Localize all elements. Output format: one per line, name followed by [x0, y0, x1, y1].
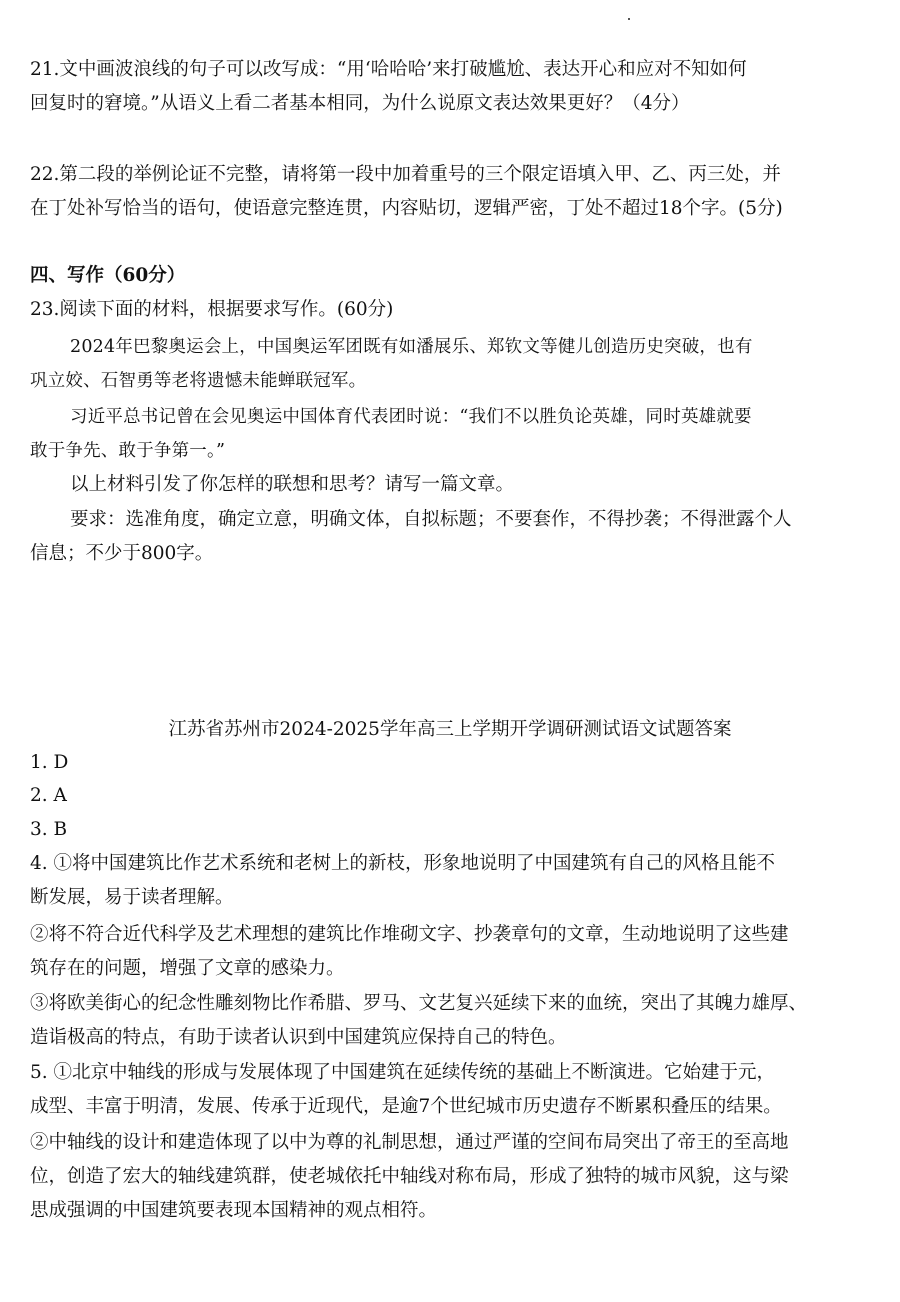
answer-3: 3. B — [30, 819, 68, 840]
material-paragraph-1-line-2: 巩立姣、石智勇等老将遗憾未能蝉联冠军。 — [30, 371, 367, 391]
question-21-line-1: 21.文中画波浪线的句子可以改写成：“用‘哈哈哈’来打破尴尬、表达开心和应对不知如何 — [30, 59, 747, 80]
answers-title: 江苏省苏州市2024-2025学年高三上学期开学调研测试语文试题答案 — [168, 719, 732, 740]
writing-prompt: 以上材料引发了你怎样的联想和思考？请写一篇文章。 — [70, 474, 515, 495]
question-21-line-2: 回复时的窘境。”从语义上看二者基本相同，为什么说原文表达效果更好？（4分） — [30, 93, 690, 114]
question-23-title: 23.阅读下面的材料，根据要求写作。(60分) — [30, 299, 394, 320]
question-22-line-2: 在丁处补写恰当的语句，使语意完整连贯，内容贴切，逻辑严密，丁处不超过18个字。(5分) — [30, 198, 783, 219]
scan-speck — [628, 18, 630, 20]
answer-4-line-4: 筑存在的问题，增强了文章的感染力。 — [30, 958, 345, 979]
answer-4-line-1: 4. ①将中国建筑比作艺术系统和老树上的新枝，形象地说明了中国建筑有自己的风格且能不 — [30, 853, 776, 874]
requirements-line-1: 要求：选准角度，确定立意，明确文体，自拟标题；不要套作，不得抄袭；不得泄露个人 — [70, 509, 792, 530]
answer-5-line-4: 位，创造了宏大的轴线建筑群，使老城依托中轴线对称布局，形成了独特的城市风貌，这与梁 — [30, 1166, 789, 1187]
answer-4-line-3: ②将不符合近代科学及艺术理想的建筑比作堆砌文字、抄袭章句的文章，生动地说明了这些建 — [30, 924, 789, 945]
answer-5-line-2: 成型、丰富于明清，发展、传承于近现代，是逾7个世纪城市历史遗存不断累积叠压的结果。 — [30, 1096, 782, 1117]
requirements-line-2: 信息；不少于800字。 — [30, 543, 214, 564]
answer-1: 1. D — [30, 752, 69, 773]
answer-4-line-5: ③将欧美街心的纪念性雕刻物比作希腊、罗马、文艺复兴延续下来的血统，突出了其魄力雄厚、 — [30, 993, 808, 1014]
answer-4-line-6: 造诣极高的特点，有助于读者认识到中国建筑应保持自己的特色。 — [30, 1027, 567, 1048]
material-paragraph-1-line-1: 2024年巴黎奥运会上，中国奥运军团既有如潘展乐、郑钦文等健儿创造历史突破，也有 — [70, 337, 753, 357]
answer-5-line-3: ②中轴线的设计和建造体现了以中为尊的礼制思想，通过严谨的空间布局突出了帝王的至高地 — [30, 1132, 789, 1153]
question-22-line-1: 22.第二段的举例论证不完整，请将第一段中加着重号的三个限定语填入甲、乙、丙三处，并 — [30, 164, 781, 185]
answer-5-line-5: 思成强调的中国建筑要表现本国精神的观点相符。 — [30, 1200, 438, 1221]
answer-2: 2. A — [30, 785, 67, 806]
answer-4-line-2: 断发展，易于读者理解。 — [30, 887, 234, 908]
material-paragraph-2-line-2: 敢于争先、敢于争第一。” — [30, 441, 226, 461]
material-paragraph-2-line-1: 习近平总书记曾在会见奥运中国体育代表团时说：“我们不以胜负论英雄，同时英雄就要 — [70, 407, 752, 427]
answer-5-line-1: 5. ①北京中轴线的形成与发展体现了中国建筑在延续传统的基础上不断演进。它始建于元， — [30, 1062, 776, 1083]
writing-section-title: 四、写作（60分） — [30, 265, 186, 286]
